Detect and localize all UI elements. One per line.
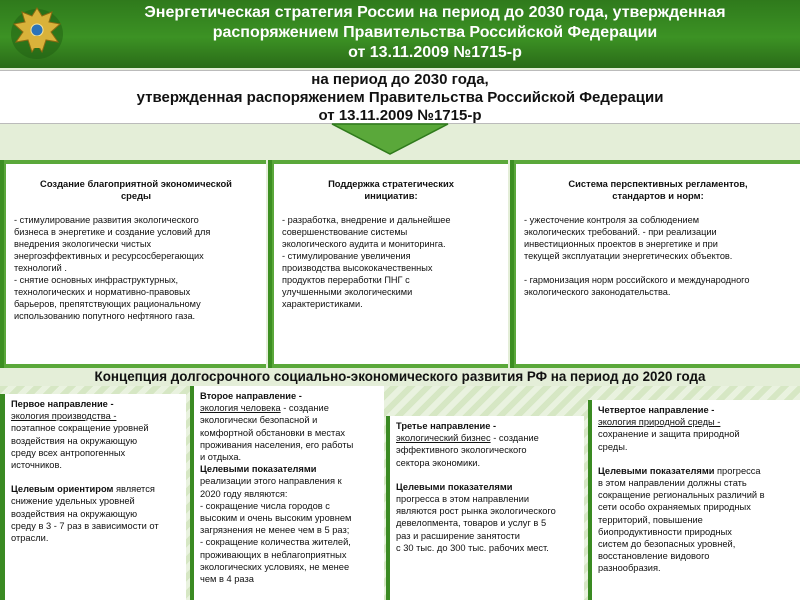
card-line: экология природной среды -	[598, 417, 721, 428]
card-line: воздействия на окружающую	[11, 508, 138, 519]
card-first-direction	[0, 394, 186, 600]
card-line: сокращение региональных различий в	[598, 490, 765, 501]
card-line: и отдыха.	[200, 452, 242, 463]
card-line: загрязнения не менее чем в 5 раз;	[200, 525, 350, 536]
card-line: в этом направлении должны стать	[598, 478, 747, 489]
card-line: среды.	[598, 441, 628, 452]
card-line: восстановление видового	[598, 551, 710, 562]
card-line: 2020 году являются:	[200, 488, 288, 499]
panel-line: технологических и нормативно-правовых	[14, 287, 191, 297]
card-line: Целевым ориентиром является	[11, 484, 155, 495]
eagle-emblem-icon	[6, 2, 68, 64]
card-line: отрасли.	[11, 533, 49, 544]
card-line: Целевыми показателями	[396, 481, 513, 492]
card-line: раз и расширение занятости	[396, 530, 520, 541]
panel-line: инвестиционных проектов в энергетике и при	[524, 239, 718, 249]
card-line: систем до безопасных уровней,	[598, 539, 736, 550]
panel-line: продуктов переработки ПНГ с	[282, 275, 410, 285]
card-line: - сокращение количества жителей,	[200, 537, 351, 548]
panel-body	[282, 214, 500, 310]
card-line: Второе направление -	[200, 391, 302, 401]
panel-line: - стимулирование увеличения	[282, 251, 411, 261]
panel-heading-line: инициатив:	[364, 190, 418, 201]
card-line	[11, 471, 180, 483]
panel-line: экологического аудита и мониторинга.	[282, 239, 446, 249]
card-line: высоким и очень высоким уровнем	[200, 513, 352, 524]
card-line: экология производства -	[11, 411, 117, 422]
panel-heading	[282, 178, 500, 202]
card-line: девелопмента, товаров и услуг в 5	[396, 518, 547, 529]
panel-heading	[14, 178, 258, 202]
card-line: сети особо охраняемых природных	[598, 502, 751, 513]
subtitle-line-2: утвержденная распоряжением Правительства Российской Федерации	[136, 89, 664, 106]
subtitle-line-1: на период до 2030 года,	[311, 71, 489, 88]
card-line: Четвертое направление -	[598, 405, 715, 415]
card-line: проживающих в неблагоприятных	[200, 549, 347, 560]
card-line: являются рост рынка экологического	[396, 506, 556, 517]
header-title	[80, 3, 790, 63]
panel-body	[14, 214, 258, 322]
panel-line: улучшенными экологическими	[282, 287, 413, 297]
card-line: экологических условиях, не менее	[200, 561, 350, 572]
panel-line: текущей эксплуатации энергетических объектов.	[524, 251, 733, 261]
card-line: чем в 4 раза	[200, 574, 254, 585]
card-line: воздействия на окружающую	[11, 435, 138, 446]
card-line: Первое направление -	[11, 399, 114, 409]
panel-line	[524, 262, 792, 274]
panel-line: технологий .	[14, 263, 67, 273]
header-title-line-3: от 13.11.2009 №1715-р	[348, 44, 522, 61]
card-fourth-direction	[588, 400, 800, 600]
card-line: сохранение и защита природной	[598, 429, 740, 440]
card-line: экологически безопасной и	[200, 415, 318, 426]
card-line: комфортной обстановки в местах	[200, 427, 346, 438]
panel-line: производства высококачественных	[282, 263, 433, 273]
panel-line: внедрения экологически чистых	[14, 239, 152, 249]
card-line: проживания населения, его работы	[200, 439, 354, 450]
card-line: биопродуктивности природных	[598, 526, 732, 537]
panel-line: - снятие основных инфраструктурных,	[14, 275, 179, 285]
card-line: территорий, повышение	[598, 514, 703, 525]
card-line: среду всех антропогенных	[11, 447, 126, 458]
panel-line: совершенствование системы	[282, 227, 408, 237]
panel-regulations-standards	[510, 160, 800, 368]
card-line: экологический бизнес - создание	[396, 433, 539, 444]
panel-line: бизнеса в энергетике и создание условий для	[14, 227, 211, 237]
header-title-line-2: распоряжением Правительства Российской Федерации	[212, 24, 658, 41]
header-title-line-1: Энергетическая стратегия России на период до 2030 года, утвержденная	[144, 4, 726, 21]
card-line	[396, 469, 578, 481]
down-arrow-icon	[330, 122, 450, 156]
panel-line: - гармонизация норм российского и международного	[524, 275, 750, 285]
panel-line: энергоэффективных и ресурсосберегающих	[14, 251, 204, 261]
card-line: прогресса в этом направлении	[396, 494, 530, 505]
panel-heading-line: Система перспективных регламентов,	[568, 178, 748, 189]
panel-heading-line: Создание благоприятной экономической	[40, 178, 232, 189]
card-line: реализации этого направления к	[200, 476, 342, 487]
card-line: Третье направление -	[396, 421, 497, 431]
card-line: Целевыми показателями прогресса	[598, 465, 761, 476]
card-line: снижение удельных уровней	[11, 496, 135, 507]
panel-line: - стимулирование развития экологического	[14, 215, 199, 225]
panel-line: экологических требований. - при реализации	[524, 227, 717, 237]
panel-heading-line: среды	[120, 190, 152, 201]
panel-economic-environment	[0, 160, 266, 368]
panel-line: барьеров, препятствующих рациональному	[14, 299, 201, 309]
card-line: источников.	[11, 460, 62, 471]
header-banner	[0, 0, 800, 68]
panel-heading-line: Поддержка стратегических	[328, 178, 454, 189]
panel-line: - ужесточение контроля за соблюдением	[524, 215, 700, 225]
subtitle-line-3: от 13.11.2009 №1715-р	[318, 107, 482, 124]
card-line: Целевыми показателями	[200, 464, 317, 475]
card-line: - сокращение числа городов с	[200, 500, 330, 511]
subtitle-box	[0, 70, 800, 124]
card-line: разнообразия.	[598, 563, 661, 574]
concept-title: Концепция долгосрочного социально-экономического развития РФ на период до 2020 года	[0, 368, 800, 386]
panel-line: - разработка, внедрение и дальнейшее	[282, 215, 451, 225]
card-line: среду в 3 - 7 раз в зависимости от	[11, 520, 159, 531]
card-second-direction	[190, 386, 384, 600]
card-line: поэтапное сокращение уровней	[11, 423, 149, 434]
card-line	[598, 453, 794, 465]
panel-line: использованию попутного нефтяного газа.	[14, 311, 196, 321]
card-line: экология человека - создание	[200, 403, 329, 414]
card-line: эффективного экологического	[396, 445, 527, 456]
panel-body	[524, 214, 792, 298]
card-third-direction	[386, 416, 584, 600]
panel-strategic-initiatives	[268, 160, 508, 368]
panel-heading-line: стандартов и норм:	[612, 190, 704, 201]
panel-line: характеристиками.	[282, 299, 363, 309]
panel-heading	[524, 178, 792, 202]
card-line: сектора экономики.	[396, 457, 481, 468]
panel-line: экологического законодательства.	[524, 287, 671, 297]
card-line: с 30 тыс. до 300 тыс. рабочих мест.	[396, 542, 549, 553]
